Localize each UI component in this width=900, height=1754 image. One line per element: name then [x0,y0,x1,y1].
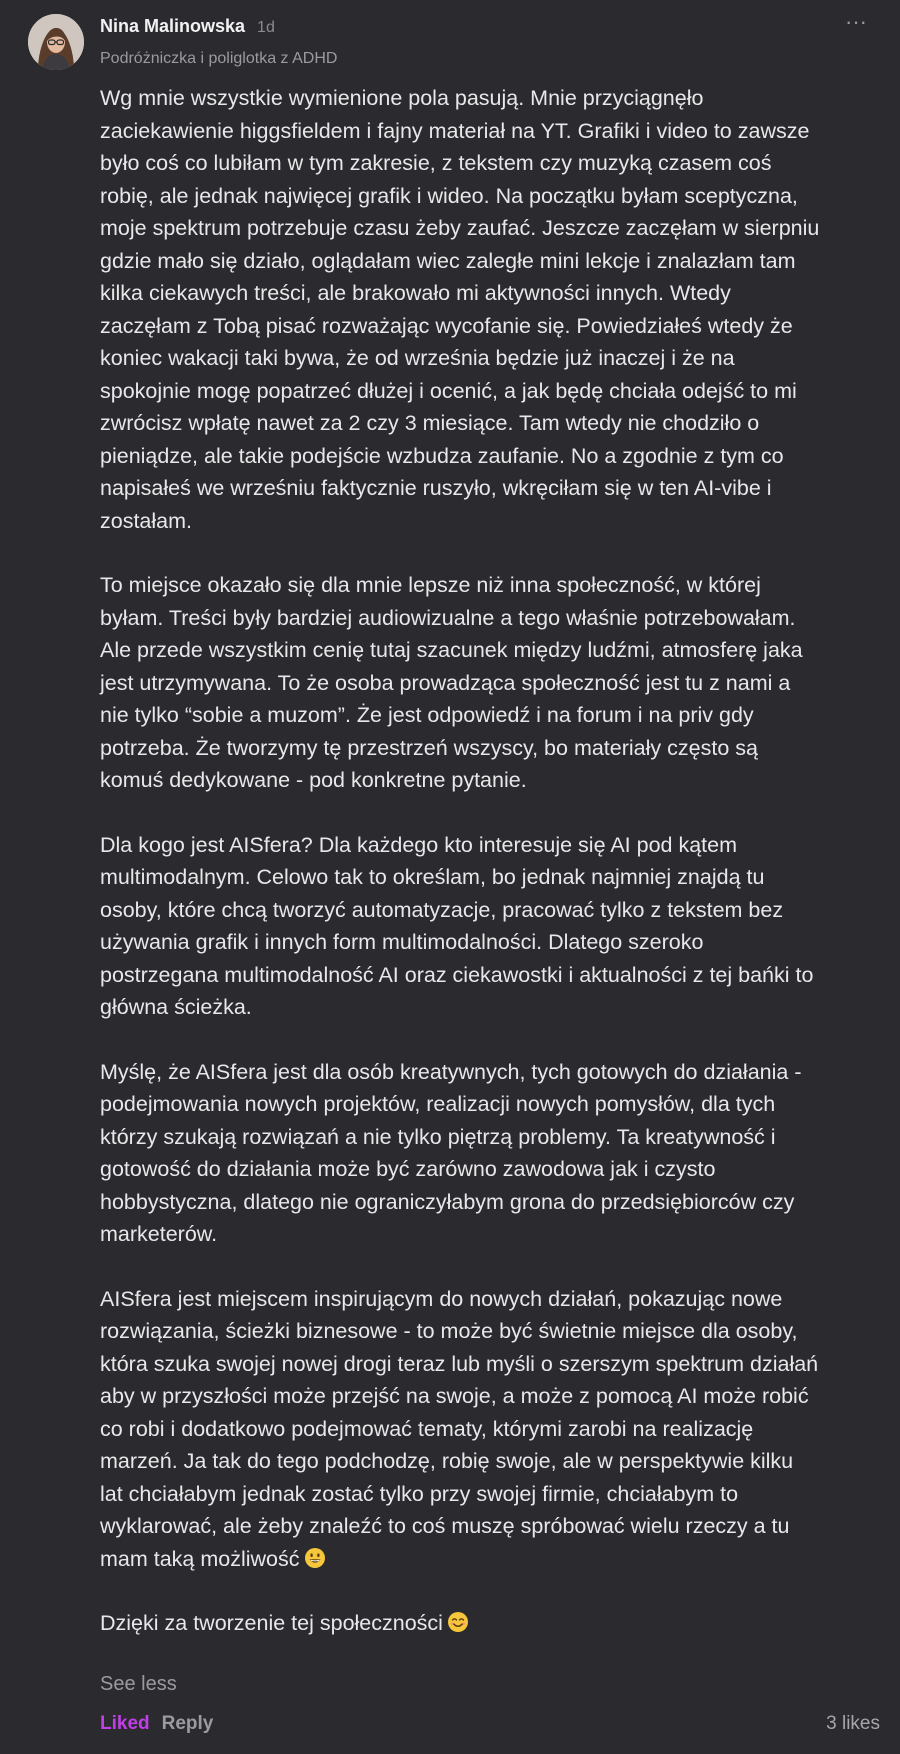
avatar-portrait-icon [28,14,84,70]
avatar[interactable] [28,14,84,70]
more-options-button[interactable] [840,9,872,40]
comment-paragraph-with-emoji [100,1283,820,1576]
more-horizontal-icon: ··· [845,9,867,34]
liked-button[interactable]: Liked [100,1713,150,1734]
grinning-face-emoji-icon [304,1547,326,1569]
smiling-face-emoji-icon [447,1611,469,1633]
author-name[interactable]: Nina Malinowska [100,16,246,36]
author-line [100,16,275,40]
comment-paragraph-text: Dzięki za tworzenie tej społeczności [100,1611,443,1635]
comment-paragraph: Dla kogo jest AISfera? Dla każdego kto interesuje się AI pod kątem multimodalnym. Celowo tak to określam, bo jednak najmniej znajdą tu osoby, które chcą tworzyć automatyzacje, pracować tylko z tekstem bez używania grafik i innych form multimodalności. Dlatego szeroko postrzegana multimodalność AI oraz ciekawostki i aktualności z tej bańki to główna ścieżka. [100,832,814,1019]
comment-body [100,82,820,1640]
see-less-link[interactable]: See less [100,1673,177,1695]
comment-paragraph-with-emoji [100,1607,820,1640]
comment-paragraph: Wg mnie wszystkie wymienione pola pasują. Mnie przyciągnęło zaciekawienie higgsfieldem i fajny materiał na YT. Grafiki i video to zawsze było coś co lubiłam w tym zakresie, z tekstem czy muzyką czasem coś robię, ale jednak najwięcej grafik i wideo. Na początku byłam sceptyczna, moje spektrum potrzebuje czasu żeby zaufać. Jeszcze zaczęłam w sierpniu gdzie mało się działo, oglądałam wiec zaległe mini lekcje i znalazłam tam kilka ciekawych treści, ale brakowało mi aktywności innych. Wtedy zaczęłam z Tobą pisać rozważając wycofanie się. Powiedziałeś wtedy że koniec wakacji taki bywa, że od września będzie już inaczej i że na spokojnie mogę popatrzeć dłużej i ocenić, a jak będę chciała odejść to mi zwrócisz wpłatę nawet za 2 czy 3 miesiące. Tam wtedy nie chodziło o pieniądze, ale takie podejście wzbudza zaufanie. No a zgodnie z tym co napisałeś we wrześniu faktycznie ruszyło, wkręciłam się w ten AI-vibe i zostałam. [100,86,820,533]
comment-paragraph: To miejsce okazało się dla mnie lepsze niż inna społeczność, w której byłam. Treści były bardziej audiowizualne a tego właśnie potrzebowałam. Ale przede wszystkim cenię tutaj szacunek między ludźmi, atmosferę jaka jest utrzymywana. To że osoba prowadząca społeczność jest tu z nami a nie tylko “sobie a muzom”. Że jest odpowiedź i na forum i na priv gdy potrzeba. Że tworzymy tę przestrzeń wszyscy, bo materiały często są komuś dedykowane - pod konkretne pytanie. [100,573,803,792]
reply-button[interactable]: Reply [161,1713,214,1734]
comment-actions [100,1713,213,1735]
likes-count[interactable]: 3 likes [826,1713,880,1734]
author-bio: Podróżniczka i poliglotka z ADHD [100,50,338,67]
timestamp: 1d [257,19,275,36]
comment-paragraph: Myślę, że AISfera jest dla osób kreatywnych, tych gotowych do działania - podejmowania nowych projektów, realizacji nowych pomysłów, dla tych którzy szukają rozwiązań a nie tylko piętrzą problemy. Ta kreatywność i gotowość do działania może być zarówno zawodowa jak i czysto hobbystyczna, dlatego nie ograniczyłabym grona do przedsiębiorców czy marketerów. [100,1059,802,1246]
comment-paragraph-text: AISfera jest miejscem inspirującym do nowych działań, pokazując nowe rozwiązania, ścieżki biznesowe - to może być świetnie miejsce dla osoby, która szuka swojej nowej drogi teraz lub myśli o szerszym spektrum działań aby w przyszłości może przejść na swoje, a może z pomocą AI może robić co robi i dodatkowo podejmować tematy, którymi zarobi na realizację marzeń. Ja tak do tego podchodzę, robię swoje, ale w perspektywie kilku lat chciałabym jednak zostać tylko przy swojej firmie, chciałabym to wyklarować, ale żeby znaleźć to coś muszę spróbować wielu rzeczy a tu mam taką możliwość [100,1286,819,1571]
